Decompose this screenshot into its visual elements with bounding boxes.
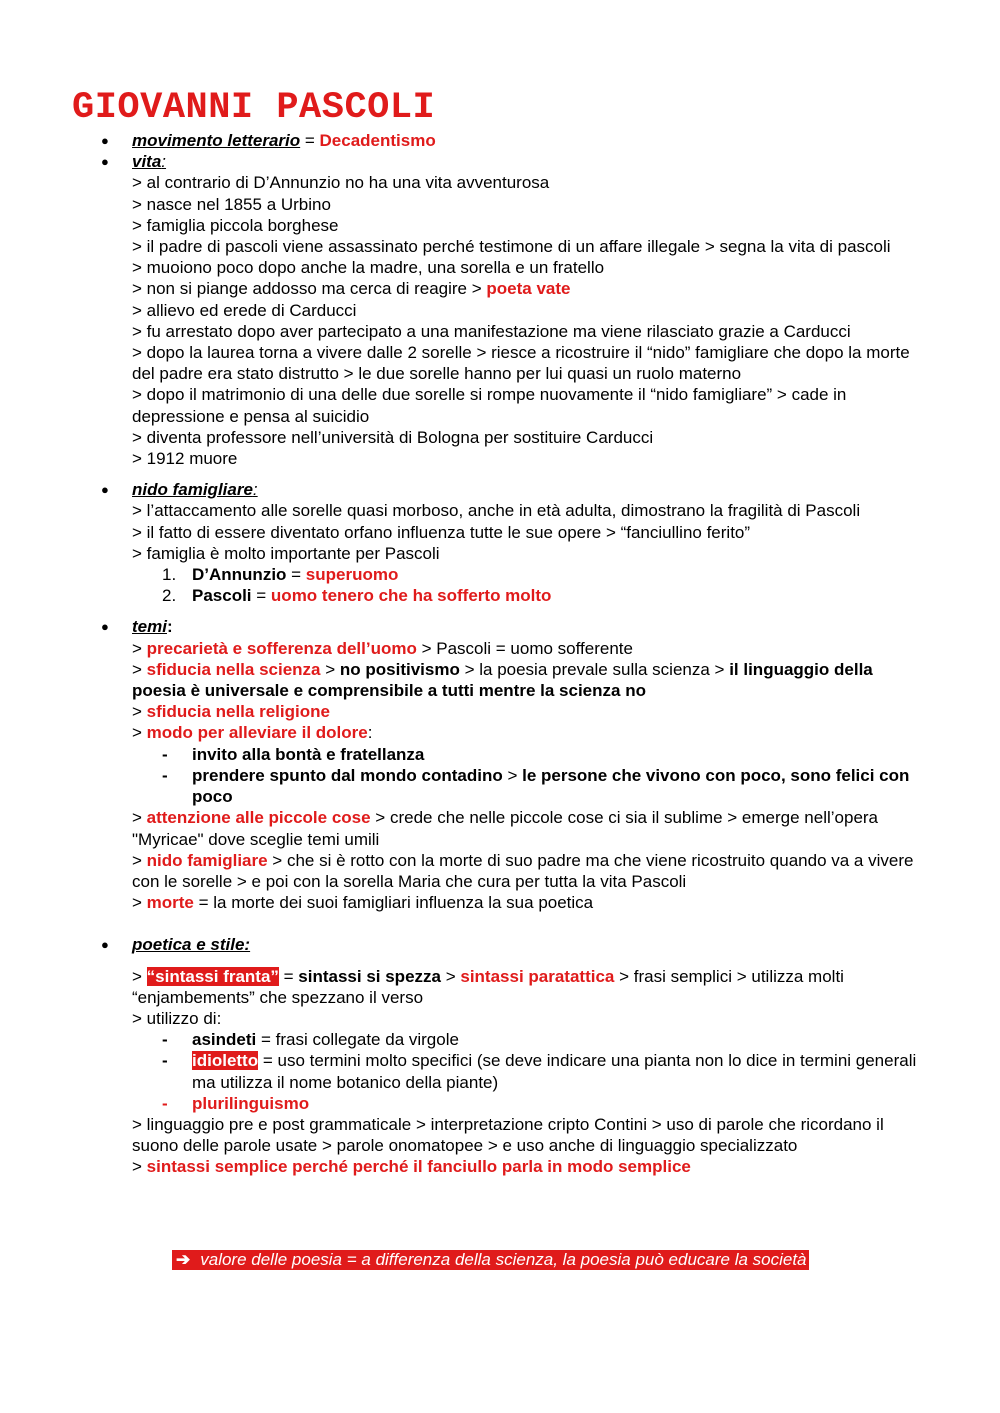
- vita-line: > dopo il matrimonio di una delle due sorelle si rompe nuovamente il “nido famigliare” > cade in depressione e pensa al suicidio: [132, 385, 847, 426]
- vita-line: > il padre di pascoli viene assassinato perché testimone di un affare illegale > segna la vita di pascoli: [132, 237, 891, 257]
- bullet-icon: ●: [101, 154, 109, 170]
- dash-icon: -: [162, 1051, 168, 1071]
- temi-label: temi: [132, 617, 167, 637]
- bullet-icon: ●: [101, 133, 109, 148]
- highlight-sintassi-franta: “sintassi franta”: [146, 966, 279, 986]
- movimento-label: movimento letterario: [132, 131, 301, 150]
- nido-line: > famiglia è molto importante per Pascoli: [132, 543, 440, 563]
- vita-line-reagire: > non si piange addosso ma cerca di reagire > poeta vate: [132, 279, 571, 299]
- bullet-icon: ●: [101, 482, 109, 498]
- section-temi: [0, 616, 1000, 913]
- nido-line: > l’attaccamento alle sorelle quasi morboso, anche in età adulta, dimostrano la fragilità di Pascoli: [132, 501, 861, 521]
- temi-line: > precarietà e sofferenza dell’uomo > Pascoli = uomo sofferente: [132, 638, 633, 658]
- section-nido: [0, 479, 1000, 606]
- vita-line: > diventa professore nell’università di Bologna per sostituire Carducci: [132, 427, 654, 447]
- poetica-line: > sintassi semplice perché perché il fanciullo parla in modo semplice: [132, 1157, 691, 1177]
- vita-line: > fu arrestato dopo aver partecipato a una manifestazione ma viene rilasciato grazie a Carducci: [132, 321, 851, 341]
- section-poetica: [0, 934, 1000, 1177]
- dash-list-item: - plurilinguismo: [162, 1093, 310, 1113]
- section-vita: [0, 151, 1000, 469]
- callout-banner: [172, 1250, 809, 1270]
- page-title: GIOVANNI PASCOLI: [72, 87, 436, 129]
- bullet-icon: ●: [101, 937, 109, 953]
- dash-list-item: - invito alla bontà e fratellanza: [162, 744, 425, 764]
- temi-line: > attenzione alle piccole cose > crede che nelle piccole cose ci sia il sublime > emerge nell’opera "Myricae" dove sceglie temi umili: [132, 808, 879, 849]
- temi-line: > modo per alleviare il dolore:: [132, 723, 373, 743]
- bullet-icon: ●: [101, 619, 109, 635]
- dash-icon: -: [162, 1093, 168, 1113]
- highlight-idioletto: idioletto: [192, 1051, 259, 1071]
- poetica-line: > utilizzo di:: [132, 1008, 222, 1028]
- temi-line: > morte = la morte dei suoi famigliari influenza la sua poetica: [132, 893, 594, 913]
- vita-line: > muoiono poco dopo anche la madre, una sorella e un fratello: [132, 258, 605, 278]
- vita-label: vita: [132, 152, 162, 172]
- vita-heading: vita:: [132, 152, 167, 172]
- nido-heading: nido famigliare:: [132, 480, 258, 500]
- temi-line: > sfiducia nella scienza > no positivismo > la poesia prevale sulla scienza > il linguaggio della poesia è universale e comprensibile a tutti mentre la scienza no: [132, 659, 873, 701]
- dash-icon: -: [162, 765, 168, 785]
- poetica-heading: [132, 934, 930, 955]
- movimento-line: movimento letterario = Decadentismo: [132, 131, 436, 150]
- temi-line: > sfiducia nella religione: [132, 702, 330, 722]
- numbered-list-item: 1. D’Annunzio = superuomo: [162, 565, 399, 585]
- poetica-label: poetica e stile:: [132, 935, 251, 955]
- poetica-line: > “sintassi franta” = sintassi si spezza > sintassi paratattica > frasi semplici > utilizza molti “enjambements” che spezzano il verso: [132, 966, 844, 1007]
- movimento-value: Decadentismo: [319, 131, 436, 150]
- temi-line: > nido famigliare > che si è rotto con la morte di suo padre ma che viene ricostruito quando va a vivere con le sorelle > e poi con la sorella Maria che cura per tutta la vita Pascoli: [132, 850, 914, 891]
- dash-icon: -: [162, 744, 168, 764]
- vita-line: > 1912 muore: [132, 449, 238, 469]
- nido-label: nido famigliare: [132, 480, 253, 500]
- right-arrow-icon: ➔: [176, 1250, 191, 1269]
- vita-line: > al contrario di D’Annunzio no ha una vita avventurosa: [132, 173, 550, 193]
- temi-heading: temi:: [132, 617, 173, 637]
- vita-line: > dopo la laurea torna a vivere dalle 2 sorelle > riesce a ricostruire il “nido” famigliare che dopo la morte del padre era stato distrutto > le due sorelle hanno per lui quasi un ruolo materno: [132, 343, 910, 384]
- callout-text: valore delle poesia = a differenza della scienza, la poesia può educare la società: [200, 1250, 807, 1269]
- document-body: [0, 130, 1000, 1178]
- dash-icon: -: [162, 1030, 168, 1050]
- nido-line: > il fatto di essere diventato orfano influenza tutte le sue opere > “fanciullino ferito”: [132, 522, 751, 542]
- poetica-line: > linguaggio pre e post grammaticale > interpretazione cripto Contini > uso di parole che ricordano il suono delle parole usate > parole onomatopee > e uso anche di linguaggio specializzato: [132, 1114, 884, 1156]
- dash-list-item: - prendere spunto dal mondo contadino > le persone che vivono con poco, sono felici con poco: [162, 765, 910, 807]
- section-movimento: [0, 130, 1000, 151]
- vita-line: > allievo ed erede di Carducci: [132, 300, 357, 320]
- numbered-list-item: 2. Pascoli = uomo tenero che ha sofferto molto: [162, 586, 552, 606]
- dash-list-item: - asindeti = frasi collegate da virgole: [162, 1030, 459, 1050]
- vita-line: > nasce nel 1855 a Urbino: [132, 194, 331, 214]
- dash-list-item: - idioletto = uso termini molto specifici (se deve indicare una pianta non lo dice in termini generali ma utilizza il nome botanico della piante): [162, 1051, 917, 1092]
- vita-line: > famiglia piccola borghese: [132, 215, 339, 235]
